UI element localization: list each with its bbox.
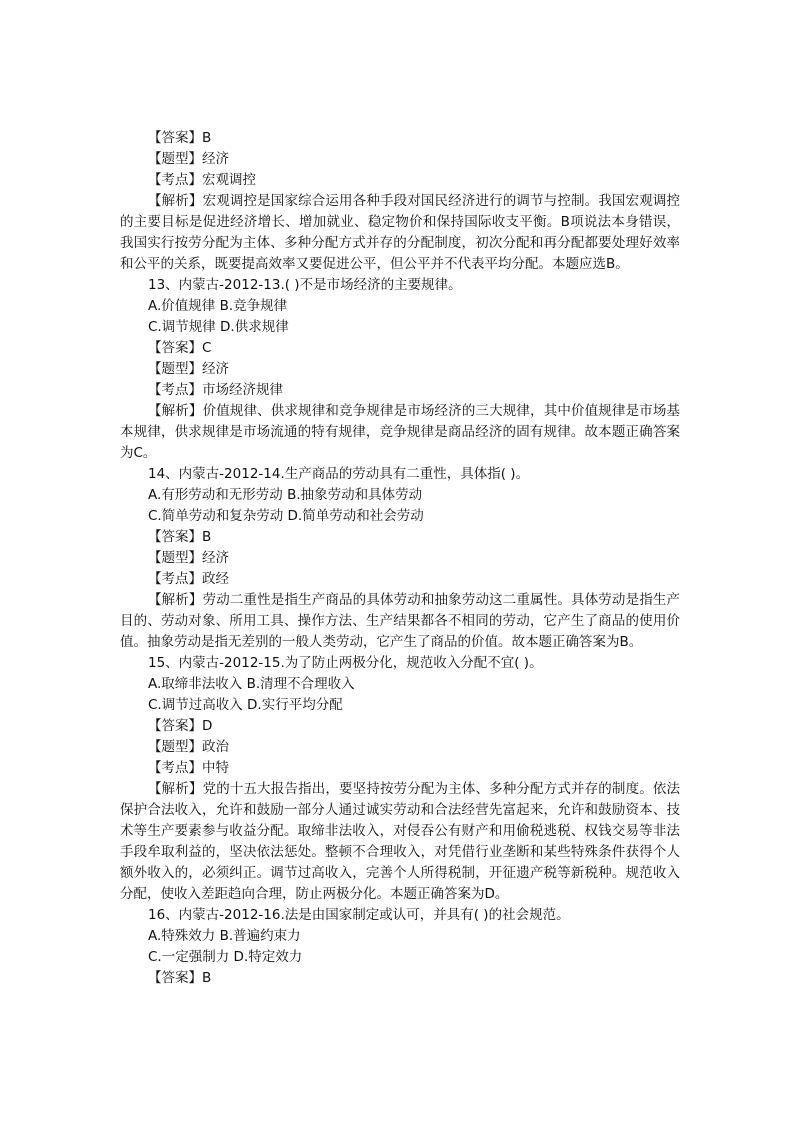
topic-line: 【考点】市场经济规律 xyxy=(148,382,283,398)
options-cd: C.调节规律 D.供求规律 xyxy=(148,319,289,335)
analysis-paragraph: 【解析】劳动二重性是指生产商品的具体劳动和抽象劳动这二重属性。具体劳动是指生产目的、劳动对象、所用工具、操作方法、生产结果都各不相同的劳动，它产生了商品的使用价值。抽象劳动是指无差别的一般人类劳动，它产生了商品的价值。故本题正确答案为B。 xyxy=(120,592,680,650)
options-cd: C.简单劳动和复杂劳动 D.简单劳动和社会劳动 xyxy=(148,508,424,524)
options-cd: C.一定强制力 D.特定效力 xyxy=(148,949,303,965)
options-ab: A.取缔非法收入 B.清理不合理收入 xyxy=(148,676,355,692)
analysis-paragraph: 【解析】价值规律、供求规律和竞争规律是市场经济的三大规律，其中价值规律是市场基本规律，供求规律是市场流通的特有规律，竞争规律是商品经济的固有规律。故本题正确答案为C。 xyxy=(120,403,680,461)
topic-line: 【考点】中特 xyxy=(148,760,229,776)
question-13: 13、内蒙古-2012-13.( )不是市场经济的主要规律。 xyxy=(148,277,462,293)
type-line: 【题型】政治 xyxy=(148,739,229,755)
analysis-paragraph: 【解析】宏观调控是国家综合运用各种手段对国民经济进行的调节与控制。我国宏观调控的主要目标是促进经济增长、增加就业、稳定物价和保持国际收支平衡。B项说法本身错误，我国实行按劳分配为主体、多种分配方式并存的分配制度，初次分配和再分配都要处理好效率和公平的关系，既要提高效率又要促进公平，但公平并不代表平均分配。本题应选B。 xyxy=(120,193,680,272)
type-line: 【题型】经济 xyxy=(148,151,229,167)
answer-line: 【答案】C xyxy=(148,340,212,356)
question-16: 16、内蒙古-2012-16.法是由国家制定或认可，并具有( )的社会规范。 xyxy=(148,907,570,923)
options-cd: C.调节过高收入 D.实行平均分配 xyxy=(148,697,343,713)
answer-line: 【答案】D xyxy=(148,718,213,734)
question-15: 15、内蒙古-2012-15.为了防止两极分化，规范收入分配不宜( )。 xyxy=(148,655,543,671)
answer-line: 【答案】B xyxy=(148,130,212,146)
question-14: 14、内蒙古-2012-14.生产商品的劳动具有二重性，具体指( )。 xyxy=(148,466,530,482)
analysis-paragraph: 【解析】党的十五大报告指出，要坚持按劳分配为主体、多种分配方式并存的制度。依法保护合法收入，允许和鼓励一部分人通过诚实劳动和合法经营先富起来，允许和鼓励资本、技术等生产要素参与收益分配。取缔非法收入，对侵吞公有财产和用偷税逃税、权钱交易等非法手段牟取利益的，坚决依法惩处。整顿不合理收入，对凭借行业垄断和某些特殊条件获得个人额外收入的，必须纠正。调节过高收入，完善个人所得税制，开征遗产税等新税种。规范收入分配，使收入差距趋向合理，防止两极分化。本题正确答案为D。 xyxy=(120,781,680,902)
topic-line: 【考点】宏观调控 xyxy=(148,172,256,188)
answer-line: 【答案】B xyxy=(148,529,212,545)
topic-line: 【考点】政经 xyxy=(148,571,229,587)
answer-line: 【答案】B xyxy=(148,970,212,986)
type-line: 【题型】经济 xyxy=(148,361,229,377)
options-ab: A.有形劳动和无形劳动 B.抽象劳动和具体劳动 xyxy=(148,487,423,503)
type-line: 【题型】经济 xyxy=(148,550,229,566)
document-body xyxy=(120,128,680,989)
options-ab: A.特殊效力 B.普遍约束力 xyxy=(148,928,301,944)
options-ab: A.价值规律 B.竞争规律 xyxy=(148,298,288,314)
